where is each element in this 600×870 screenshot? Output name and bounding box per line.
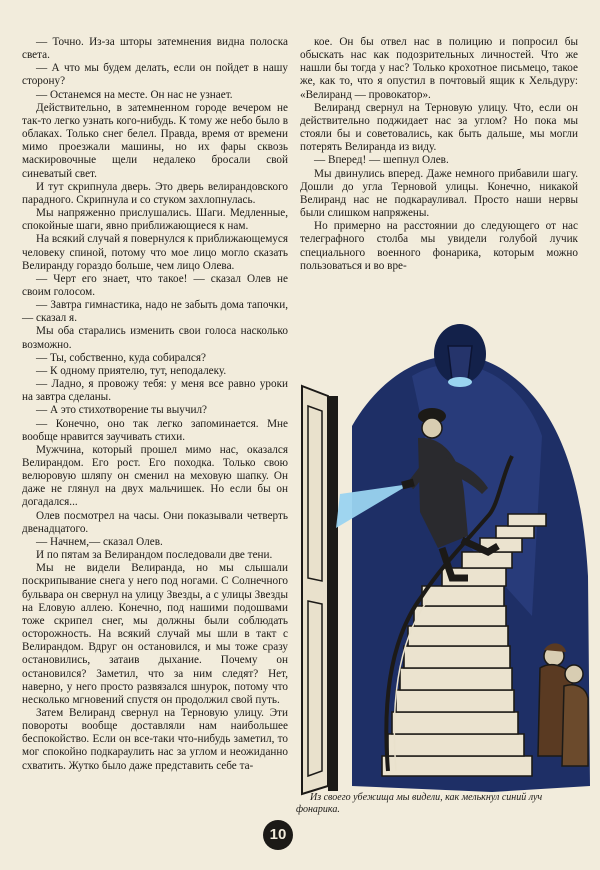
- paragraph: Мы двинулись вперед. Даже немного прибавили шагу. Дошли до угла Терновой улицы. Конечно, никакой Велиранд нас не подкарауливал. Просто наши нервы были слишком напряжены.: [300, 167, 578, 220]
- paragraph: кое. Он бы отвел нас в полицию и попросил бы обыскать нас как подозрительных личностей. Что же нашли бы тогда у нас? Только крохотное письмецо, такое же, как то, что я опустил в почтовый ящик к Хельдуру: «Велиранд — провокатор».: [300, 36, 578, 101]
- paragraph: Действительно, в затемненном городе вечером не так-то легко узнать кого-нибудь. К тому же небо было в облаках. Только снег белел. Правда, время от времени мимо проезжали машины, но их фары сквозь маскировочные щели недалеко бросали свой синеватый свет.: [22, 101, 288, 180]
- paragraph: — Завтра гимнастика, надо не забыть дома тапочки,— сказал я.: [22, 299, 288, 325]
- paragraph: Велиранд свернул на Терновую улицу. Что, если он действительно поджидает нас за углом? Но пока мы стояли бы и советовались, как быть дальше, мы могли потерять Велиранда из виду.: [300, 101, 578, 154]
- paragraph: Мы напряженно прислушались. Шаги. Медленные, спокойные шаги, явно приближающиеся к нам.: [22, 207, 288, 233]
- paragraph: Но примерно на расстоянии до следующего от нас телеграфного столба мы увидели голубой лучик специального военного фонарика, которым можно пользоваться и во вре-: [300, 220, 578, 272]
- paragraph: Мы оба старались изменить свои голоса насколько возможно.: [22, 325, 288, 351]
- paragraph: — А это стихотворение ты выучил?: [36, 404, 207, 417]
- left-text-column: [22, 36, 288, 773]
- paragraph: — Конечно, оно так легко запоминается. Мне вообще нравится заучивать стихи.: [22, 417, 288, 443]
- page-number-badge: 10: [263, 820, 293, 850]
- paragraph: — Начнем,— сказал Олев.: [36, 535, 163, 548]
- paragraph: — К одному приятелю, тут, неподалеку.: [36, 364, 227, 377]
- open-door: [302, 386, 338, 794]
- paragraph: — Черт его знает, что такое! — сказал Олев не своим голосом.: [22, 272, 288, 298]
- illustration-stairwell: [292, 316, 594, 796]
- illustration-caption: Из своего убежища мы видели, как мелькнул синий луч фонарика.: [296, 792, 543, 815]
- paragraph: Мы не видели Велиранда, но мы слышали поскрипывание снега у него под ногами. С Солнечного бульвара он свернул на улицу Звезды, а с улицы Звезды на Еловую аллею. Конечно, под нашими подошвами тоже скрипел снег, мы должны были соблюдать осторожность. На всякий случай мы шли в такт с Велирандом. Вдруг он остановился, и мы тоже сразу остановились, затаив дыхание. Почему он остановился? Заметил, что за ним следят? Нет, наверно, у него просто развязался шнурок, потому что несколько мгновений спустя он продолжил свой путь.: [22, 562, 288, 706]
- paragraph: — Останемся на месте. Он нас не узнает.: [36, 88, 233, 101]
- paragraph: Затем Велиранд свернул на Терновую улицу. Эти повороты вообще доставляли нам наибольшее беспокойство. Если он все-таки что-нибудь заметил, то мог спокойно подкараулить нас за углом и неожиданно схватить. Жутко было даже представить себе та-: [22, 706, 288, 772]
- paragraph: — Ладно, я провожу тебя: у меня все равно уроки на завтра сделаны.: [22, 378, 288, 404]
- paragraph: — Ты, собственно, куда собирался?: [36, 351, 206, 364]
- right-text-column: [300, 36, 578, 273]
- paragraph: — А что мы будем делать, если он пойдет в нашу сторону?: [22, 62, 288, 88]
- paragraph: — Точно. Из-за шторы затемнения видна полоска света.: [22, 36, 288, 62]
- paragraph: — Вперед! — шепнул Олев.: [314, 154, 449, 167]
- paragraph: Мужчина, который прошел мимо нас, оказался Велирандом. Его рост. Его походка. Только свою велюровую шляпу он сменил на меховую шапку. Он даже не глянул на двух мальчишек. Но если бы он догадался...: [22, 443, 288, 509]
- paragraph: И по пятам за Велирандом последовали две тени.: [36, 549, 273, 562]
- paragraph: На всякий случай я повернулся к приближающемуся человеку спиной, потому что мое лицо могло сказать Велиранду гораздо больше, чем лицо Олева.: [22, 233, 288, 272]
- paragraph: И тут скрипнула дверь. Это дверь велирандовского парадного. Скрипнула и со стуком захлопнулась.: [22, 180, 288, 206]
- paragraph: Олев посмотрел на часы. Они показывали четверть двенадцатого.: [22, 509, 288, 535]
- stairwell-drawing: [292, 316, 594, 796]
